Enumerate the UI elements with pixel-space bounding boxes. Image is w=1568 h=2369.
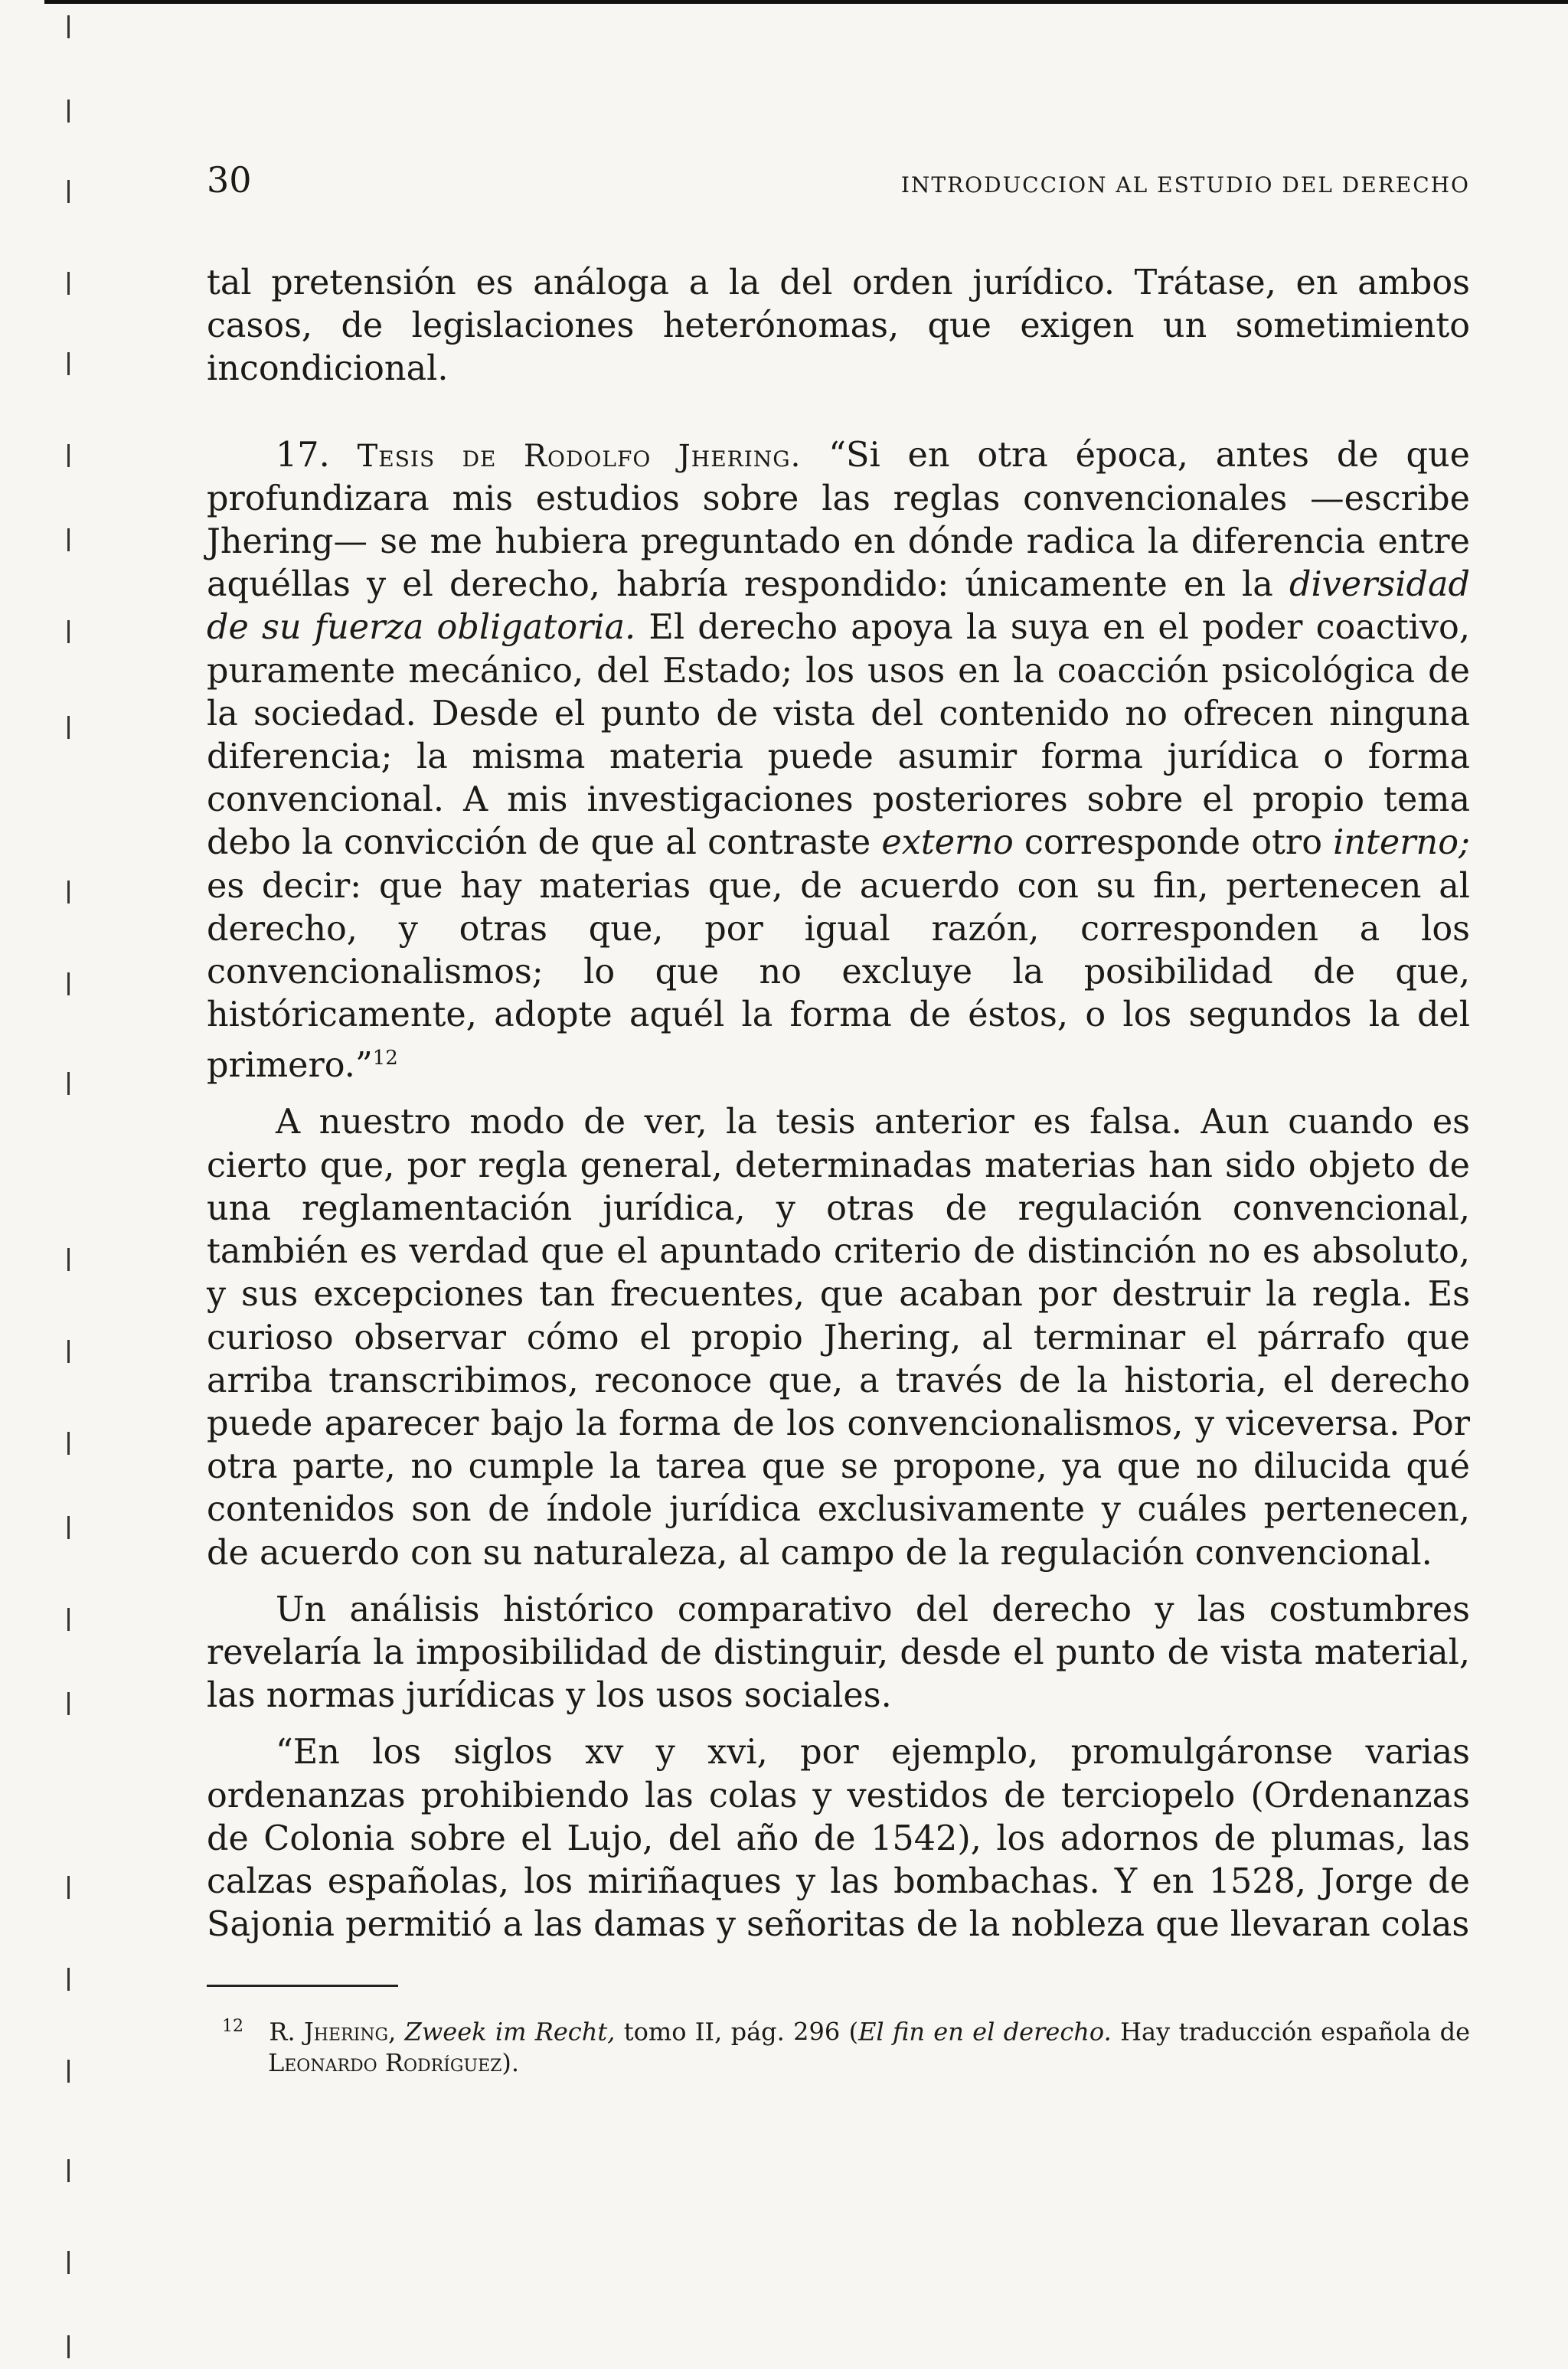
footnote-title: Zweek im Recht, <box>404 2018 616 2047</box>
paragraph-4: Un análisis histórico comparativo del derecho y las costumbres revelaría la imposibilidad de distinguir, desde el punto de vista material, las normas jurídicas y los usos sociales. <box>207 1590 1470 1716</box>
footnote-translated-title: El fin en el derecho. <box>858 2018 1112 2047</box>
footnote-paren: ). <box>501 2048 520 2077</box>
footnote-paren: ( <box>848 2018 859 2047</box>
body-text <box>207 262 1470 1946</box>
text-run: El derecho apoya la suya en el poder coactivo, puramente mecánico, del Estado; los usos en la coacción psicológica de la sociedad. Desde el punto de vista del contenido no ofrecen ninguna diferencia; la misma materia puede asumir forma jurídica o forma convencional. A mis investigaciones posteriores sobre el propio tema debo la convicción de que al contraste <box>207 608 1470 863</box>
text-run: “Si en otra época, antes de que profundizara mis estudios sobre las reglas convencionales —escribe Jhering— se me hubiera preguntado en dónde radica la diferencia entre aquéllas y el derecho, habría respondido: únicamente en la <box>207 435 1470 605</box>
footnote-reference-detail: tomo II, pág. 296 <box>623 2018 841 2047</box>
footnote-translator: Leonardo Rodríguez <box>268 2048 502 2077</box>
paragraph-1: tal pretensión es análoga a la del orden jurídico. Trátase, en ambos casos, de legislaciones heterónomas, que exigen un sometimiento incondicional. <box>207 263 1470 389</box>
emphasis-text: externo <box>881 823 1014 863</box>
section-number: 17. <box>276 435 330 475</box>
footnote-mark: 12 <box>222 2017 243 2037</box>
footnote-author-initial: R. <box>269 2018 296 2047</box>
footnote-reference: 12 <box>372 1047 398 1070</box>
book-page <box>207 145 1470 2103</box>
section-title: Tesis de Rodolfo Jhering. <box>357 438 802 474</box>
running-head: INTRODUCCION AL ESTUDIO DEL DERECHO <box>900 172 1470 198</box>
paragraph-5: “En los siglos xv y xvi, por ejemplo, promulgáronse varias ordenanzas prohibiendo las colas y vestidos de terciopelo (Ordenanzas de Colonia sobre el Lujo, del año de 1542), los adornos de plumas, las calzas españolas, los miriñaques y las bombachas. Y en 1528, Jorge de Sajonia permitió a las damas y señoritas de la nobleza que llevaran colas <box>207 1733 1470 1945</box>
text-run: es decir: que hay materias que, de acuerdo con su fin, pertenecen al derecho, y otras que, por igual razón, corresponden a los convencionalismos; lo que no excluye la posibilidad de que, históricamente, adopte aquél la forma de éstos, o los segundos la del primero.” <box>207 866 1470 1086</box>
footnote <box>207 2011 1470 2078</box>
footnote-author: Jhering, <box>303 2018 397 2047</box>
top-edge-rule <box>44 0 1568 4</box>
footnote-divider <box>207 1985 398 1987</box>
emphasis-text: diversidad de su fuerza obligatoria. <box>207 565 1470 648</box>
text-run: corresponde otro <box>1024 823 1322 863</box>
page-number: 30 <box>207 159 252 201</box>
paragraph-3: A nuestro modo de ver, la tesis anterior es falsa. Aun cuando es cierto que, por regla general, determinadas materias han sido objeto de una reglamentación jurídica, y otras de regulación convencional, también es verdad que el apuntado criterio de distinción no es absoluto, y sus excepciones tan frecuentes, que acaban por destruir la regla. Es curioso observar cómo el propio Jhering, al terminar el párrafo que arriba transcribimos, reconoce que, a través de la historia, el derecho puede aparecer bajo la forma de los convencionalismos, y viceversa. Por otra parte, no cumple la tarea que se propone, ya que no dilucida qué contenidos son de índole jurídica exclusivamente y cuáles pertenecen, de acuerdo con su naturaleza, al campo de la regulación convencional. <box>207 1103 1470 1573</box>
left-margin-marks <box>0 0 84 2369</box>
emphasis-text: interno; <box>1333 823 1470 863</box>
paragraph-2 <box>207 434 1470 1088</box>
page-header <box>207 159 1470 201</box>
footnote-translation-note: Hay traducción española de <box>1120 2018 1471 2047</box>
